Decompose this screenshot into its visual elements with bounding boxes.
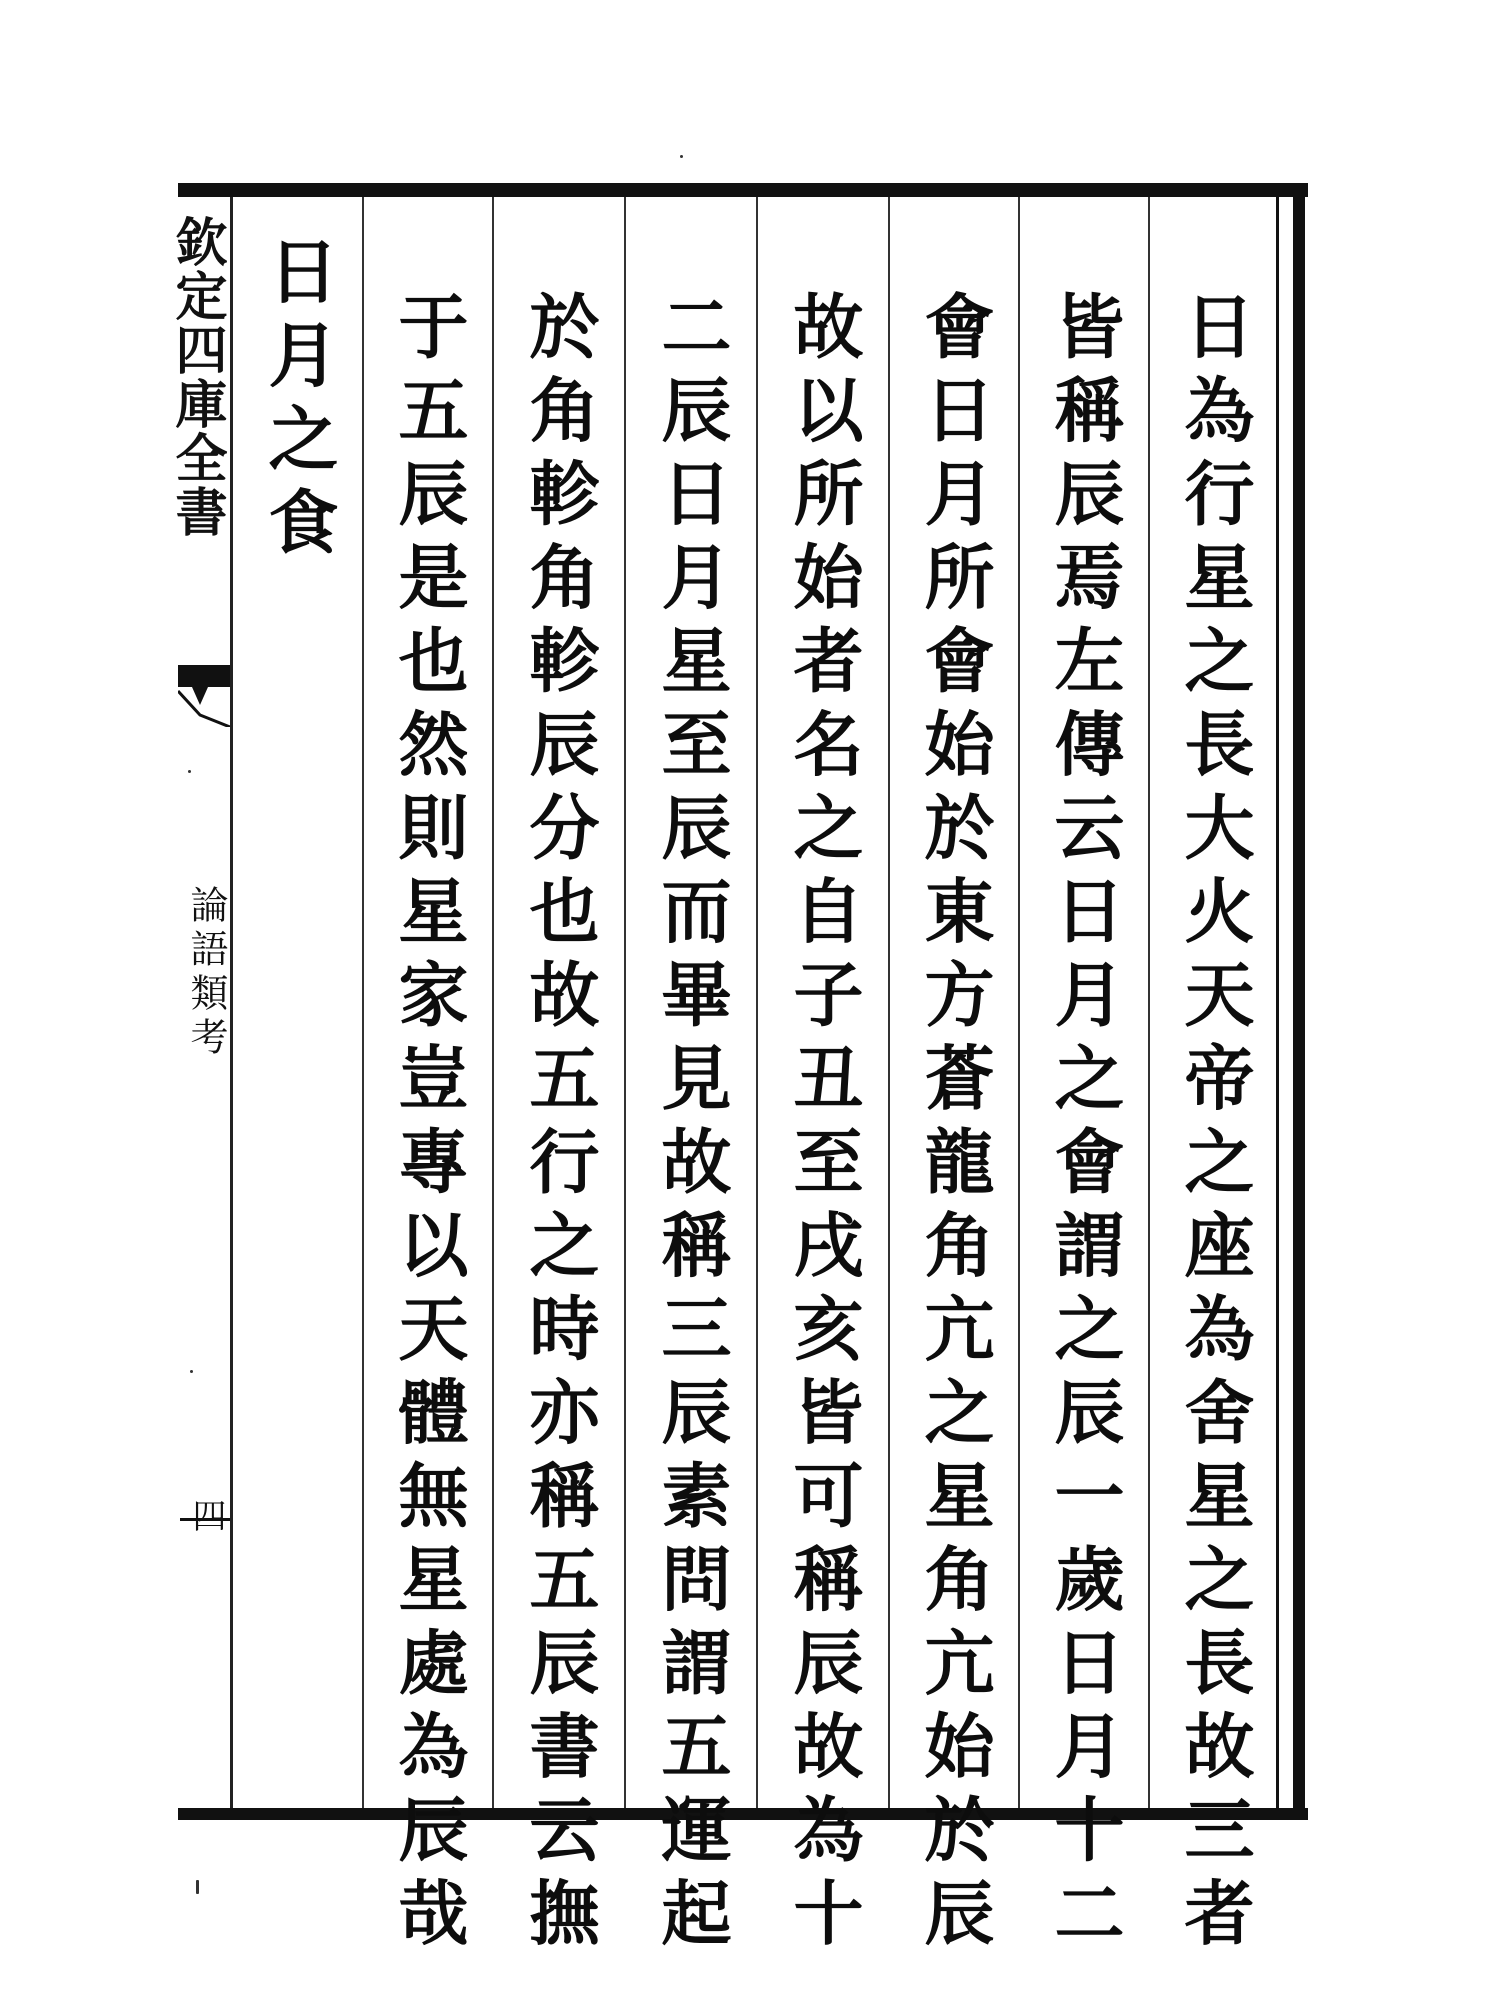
column-rule xyxy=(1018,197,1020,1808)
text-column-2: 皆稱辰焉左傳云日月之會謂之辰一歲日月十二 xyxy=(1043,290,1126,1960)
text-column-4: 故以所始者名之自子丑至戌亥皆可稱辰故為十 xyxy=(782,290,865,1960)
column-rule xyxy=(756,197,758,1808)
section-heading: 日月之食 xyxy=(257,235,340,569)
column-rule xyxy=(1148,197,1150,1808)
column-rule xyxy=(362,197,364,1808)
column-rule xyxy=(624,197,626,1808)
book-title: 論語類考 xyxy=(184,885,228,1061)
text-column-6: 於角軫角軫辰分也故五行之時亦稱五辰書云撫 xyxy=(518,290,601,1960)
text-column-5: 二辰日月星至辰而畢見故稱三辰素問謂五運起 xyxy=(650,290,733,1960)
column-rule xyxy=(888,197,890,1808)
frame-right-inner-rule xyxy=(1276,197,1279,1808)
fishtail-mark xyxy=(178,665,230,727)
column-rule xyxy=(492,197,494,1808)
text-column-3: 會日月所會始於東方蒼龍角亢之星角亢始於辰 xyxy=(913,290,996,1960)
frame-bottom-border xyxy=(178,1808,1308,1820)
text-column-1: 日為行星之長大火天帝之座為舍星之長故三者 xyxy=(1173,290,1256,1960)
page-number: 四 xyxy=(186,1498,226,1532)
frame-right-border xyxy=(1293,183,1305,1820)
margin-column-rule xyxy=(230,197,233,1808)
text-column-7: 于五辰是也然則星家豈專以天體無星處為辰哉 xyxy=(387,290,470,1960)
collection-title: 欽定四庫全書 xyxy=(166,215,227,539)
frame-top-border xyxy=(178,183,1308,197)
